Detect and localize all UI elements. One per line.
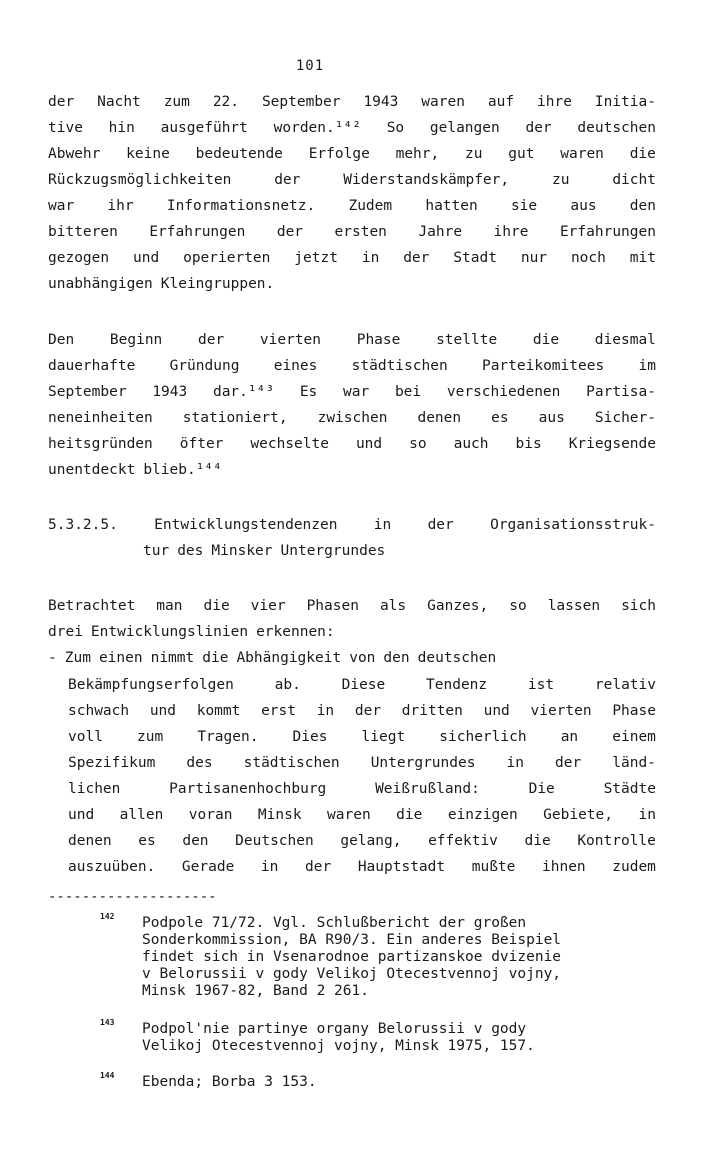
paragraph-line: dauerhafte Gründung eines städtischen Parteikomitees im: [48, 358, 656, 374]
footnote-line: Ebenda; Borba 3 153.: [142, 1074, 317, 1090]
footnote-line: Podpole 71/72. Vgl. Schlußbericht der großen: [142, 915, 527, 931]
bullet-line: schwach und kommt erst in der dritten und vierten Phase: [68, 703, 656, 719]
footnote-line: Velikoj Otecestvennoj vojny, Minsk 1975, 157.: [142, 1038, 535, 1054]
footnote-marker: 143: [100, 1018, 115, 1027]
footnote-line: Podpol'nie partinye organy Belorussii v gody: [142, 1021, 527, 1037]
bullet-line: - Zum einen nimmt die Abhängigkeit von den deutschen: [48, 650, 497, 666]
footnote-line: Sonderkommission, BA R90/3. Ein anderes Beispiel: [142, 932, 562, 948]
paragraph-line: September 1943 dar.¹⁴³ Es war bei verschiedenen Partisa-: [48, 384, 656, 400]
footnote-line: Minsk 1967-82, Band 2 261.: [142, 983, 369, 999]
footnote-marker: 144: [100, 1071, 115, 1080]
bullet-line: voll zum Tragen. Dies liegt sicherlich an einem: [68, 729, 656, 745]
footnote-separator: --------------------: [48, 889, 217, 905]
paragraph-line: der Nacht zum 22. September 1943 waren auf ihre Initia-: [48, 94, 656, 110]
footnote-line: findet sich in Vsenarodnoe partizanskoe dvizenie: [142, 949, 562, 965]
footnote-line: v Belorussii v gody Velikoj Otecestvennoj vojny,: [142, 966, 562, 982]
footnote-marker: 142: [100, 912, 115, 921]
bullet-line: lichen Partisanenhochburg Weißrußland: Die Städte: [68, 781, 656, 797]
paragraph-line: drei Entwicklungslinien erkennen:: [48, 624, 335, 640]
paragraph-line: Rückzugsmöglichkeiten der Widerstandskämpfer, zu dicht: [48, 172, 656, 188]
paragraph-line: neneinheiten stationiert, zwischen denen es aus Sicher-: [48, 410, 656, 426]
paragraph-line: war ihr Informationsnetz. Zudem hatten sie aus den: [48, 198, 656, 214]
paragraph-line: tive hin ausgeführt worden.¹⁴² So gelangen der deutschen: [48, 120, 656, 136]
paragraph-line: unentdeckt blieb.¹⁴⁴: [48, 462, 222, 478]
paragraph-line: Abwehr keine bedeutende Erfolge mehr, zu gut waren die: [48, 146, 656, 162]
bullet-line: denen es den Deutschen gelang, effektiv die Kontrolle: [68, 833, 656, 849]
bullet-line: Bekämpfungserfolgen ab. Diese Tendenz ist relativ: [68, 677, 656, 693]
section-heading-continued: tur des Minsker Untergrundes: [143, 543, 386, 559]
paragraph-line: Betrachtet man die vier Phasen als Ganzes, so lassen sich: [48, 598, 656, 614]
bullet-line: und allen voran Minsk waren die einzigen Gebiete, in: [68, 807, 656, 823]
paragraph-line: Den Beginn der vierten Phase stellte die diesmal: [48, 332, 656, 348]
bullet-line: auszuüben. Gerade in der Hauptstadt mußte ihnen zudem: [68, 859, 656, 875]
paragraph-line: bitteren Erfahrungen der ersten Jahre ihre Erfahrungen: [48, 224, 656, 240]
paragraph-line: unabhängigen Kleingruppen.: [48, 276, 275, 292]
page-number: 101: [295, 58, 325, 74]
section-heading: 5.3.2.5. Entwicklungstendenzen in der Organisationsstruk-: [48, 517, 656, 533]
paragraph-line: heitsgründen öfter wechselte und so auch bis Kriegsende: [48, 436, 656, 452]
bullet-line: Spezifikum des städtischen Untergrundes in der länd-: [68, 755, 656, 771]
paragraph-line: gezogen und operierten jetzt in der Stadt nur noch mit: [48, 250, 656, 266]
